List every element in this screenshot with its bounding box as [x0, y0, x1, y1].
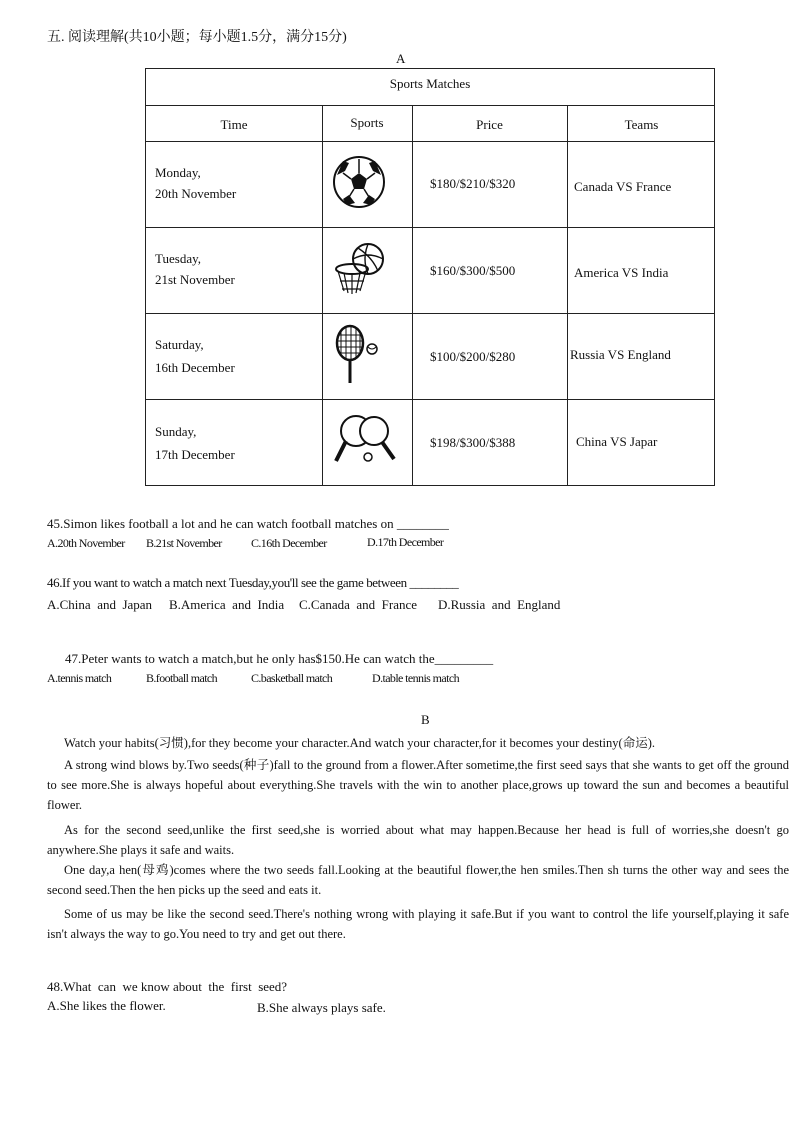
- table-tennis-icon: [332, 409, 398, 469]
- header-price: Price: [476, 117, 503, 132]
- table-row-2-date: 21st November: [155, 272, 235, 287]
- question-45-option-c: C.16th December: [251, 536, 327, 550]
- table-row-2-day: Tuesday,: [155, 251, 201, 266]
- table-row-4-teams: China VS Japar: [576, 434, 658, 449]
- question-45-option-b: B.21st November: [146, 536, 222, 550]
- table-row-3-price: $100/$200/$280: [430, 349, 516, 364]
- sports-matches-table: [145, 68, 715, 486]
- question-47-option-a: A.tennis match: [47, 671, 112, 685]
- question-47-option-c: C.basketball match: [251, 671, 333, 685]
- question-45-option-d: D.17th December: [367, 535, 444, 549]
- question-46-option-b: B.America and India: [169, 597, 285, 612]
- passage-b-label: B: [421, 712, 430, 727]
- table-row-3-teams: Russia VS England: [570, 347, 671, 362]
- passage-b-paragraph-2: A strong wind blows by.Two seeds(种子)fall to the ground from a flower.After sometime,the first seed says that she wants to get off the ground to see more.She is always hopeful about everything.She travels with the win to another place,grows up toward the sun and becomes a beautiful flower.: [47, 758, 789, 812]
- table-row-1-date: 20th November: [155, 186, 237, 201]
- table-title: Sports Matches: [389, 76, 471, 91]
- question-47-option-b: B.football match: [146, 671, 218, 685]
- basketball-icon: [332, 239, 392, 299]
- table-row-2-price: $160/$300/$500: [430, 263, 516, 278]
- table-row-2-teams: America VS India: [574, 265, 669, 280]
- question-47-option-d: D.table tennis match: [372, 671, 459, 685]
- question-46-option-c: C.Canada and France: [299, 597, 418, 612]
- football-icon: [329, 149, 389, 215]
- header-sports: Sports: [350, 115, 384, 130]
- section-title: 五. 阅读理解(共10小题；每小题1.5分，满分15分): [47, 30, 347, 45]
- passage-b-paragraph-5: Some of us may be like the second seed.There's nothing wrong with playing it safe.But if you want to control the life yourself,playing it safe isn't always the way to go.You need to try and get out there.: [47, 907, 789, 941]
- question-46-option-d: D.Russia and England: [438, 597, 561, 612]
- question-46-option-a: A.China and Japan: [47, 597, 153, 612]
- question-47-stem: 47.Peter wants to watch a match,but he only has$150.He can watch the_________: [65, 651, 494, 666]
- passage-b-paragraph-4: One day,a hen(母鸡)comes where the two seeds fall.Looking at the beautiful flower,the hen smiles.Then sh turns the other way and sees the second seed.Then the hen picks up the seed and eats it.: [47, 863, 789, 897]
- passage-b-paragraph-1: Watch your habits(习惯),for they become your character.And watch your character,for it becomes your destiny(命运).: [64, 736, 655, 750]
- header-time: Time: [220, 117, 248, 132]
- table-row-3-day: Saturday,: [155, 337, 204, 352]
- table-row-1-price: $180/$210/$320: [430, 176, 516, 191]
- passage-b-paragraph-3: As for the second seed,unlike the first seed,she is worried about what may happen.Because her head is full of worries,she doesn't go anywhere.She plays it safe and waits.: [47, 823, 789, 857]
- table-row-4-date: 17th December: [155, 447, 235, 462]
- question-45-stem: 45.Simon likes football a lot and he can watch football matches on ________: [47, 516, 449, 531]
- table-row-1-teams: Canada VS France: [574, 179, 672, 194]
- question-48-option-a: A.She likes the flower.: [47, 998, 166, 1013]
- question-45-option-a: A.20th November: [47, 536, 125, 550]
- table-row-1-day: Monday,: [155, 165, 201, 180]
- question-48-stem: 48.What can we know about the first seed?: [47, 979, 288, 994]
- header-teams: Teams: [624, 117, 659, 132]
- table-row-3-date: 16th December: [155, 360, 235, 375]
- table-row-4-day: Sunday,: [155, 424, 197, 439]
- question-48-option-b: B.She always plays safe.: [257, 1000, 386, 1015]
- tennis-icon: [332, 323, 382, 387]
- table-row-4-price: $198/$300/$388: [430, 435, 516, 450]
- question-46-stem: 46.If you want to watch a match next Tuesday,you'll see the game between ________: [47, 575, 459, 590]
- passage-a-label: A: [396, 51, 406, 66]
